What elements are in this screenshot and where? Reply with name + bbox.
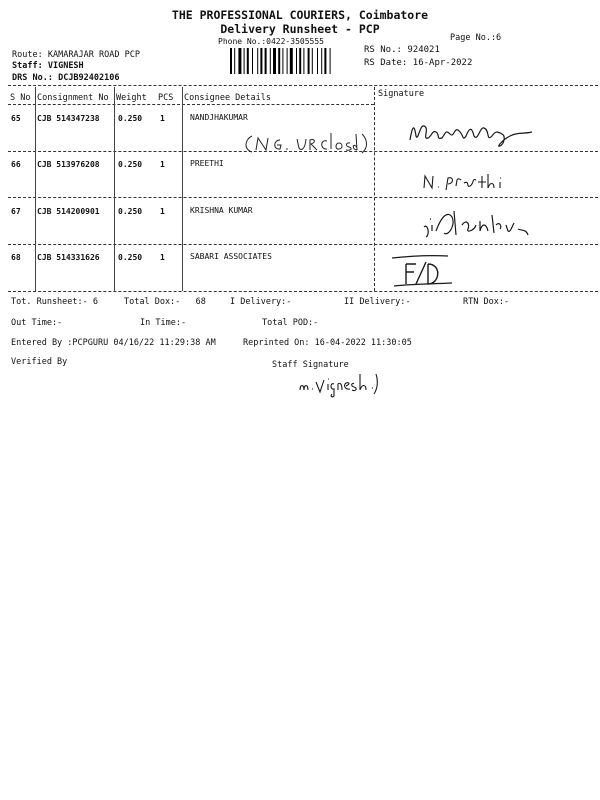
tot-runsheet: Tot. Runsheet:- 6 [11, 297, 98, 307]
col-signature-header: Signature [378, 89, 425, 99]
barcode-bar [257, 48, 258, 74]
row-sno: 65 [11, 114, 21, 123]
rs-date-value: 16-Apr-2022 [412, 58, 473, 68]
rs-number-value: 924021 [407, 45, 440, 55]
barcode-bar [270, 48, 271, 74]
route-value: KAMARAJAR ROAD PCP [47, 50, 140, 60]
barcode-bar [303, 48, 304, 74]
row-consignment: CJB 514331626 [37, 253, 100, 262]
barcode-bar [312, 48, 313, 74]
rs-number [364, 45, 440, 55]
col-pcs-header: PCS [158, 93, 174, 103]
table-header-divider [8, 104, 374, 105]
signature-image [386, 250, 456, 290]
row-consignee: KRISHNA KUMAR [190, 206, 253, 215]
rs-date [364, 58, 472, 68]
row-consignee: SABARI ASSOCIATES [190, 252, 272, 261]
barcode-bar [321, 48, 322, 74]
ii-delivery: II Delivery:- [344, 297, 411, 307]
staff-signature-image [296, 370, 392, 398]
route [12, 50, 140, 60]
row-pcs: 1 [160, 207, 165, 216]
row-divider [8, 244, 598, 245]
entered-by: Entered By :PCPGURU 04/16/22 11:29:38 AM [11, 338, 216, 348]
column-divider [35, 87, 36, 291]
signature-image [420, 170, 530, 192]
total-dox-value: 68 [195, 297, 206, 307]
column-divider [114, 87, 115, 291]
out-time: Out Time:- [11, 318, 63, 328]
barcode-bar [299, 48, 301, 74]
drs-number [12, 73, 120, 83]
barcode-bar [265, 48, 267, 74]
row-pcs: 1 [160, 160, 165, 169]
barcode-bar [330, 48, 331, 74]
row-weight: 0.250 [118, 207, 143, 216]
row-consignment: CJB 514200901 [37, 207, 100, 216]
rtn-dox: RTN Dox:- [463, 297, 510, 307]
barcode-bar [230, 48, 232, 74]
table-bottom-border [8, 291, 598, 292]
verified-by: Verified By [11, 357, 68, 367]
barcode-image [230, 48, 345, 74]
barcode-bar [260, 48, 262, 74]
handwritten-note [240, 130, 370, 156]
row-sno: 66 [11, 160, 21, 169]
i-delivery: I Delivery:- [230, 297, 292, 307]
barcode-bar [308, 48, 310, 74]
col-consignee-header: Consignee Details [184, 93, 271, 103]
staff-label: Staff: [12, 61, 43, 71]
row-sno: 67 [11, 207, 21, 216]
staff [12, 61, 84, 71]
total-dox [124, 297, 206, 307]
barcode-bar [317, 48, 318, 74]
reprinted-on: Reprinted On: 16-04-2022 11:30:05 [243, 338, 412, 348]
drs-label: DRS No.: [12, 73, 53, 83]
col-consignment-header: Consignment No [37, 93, 109, 103]
barcode-bar [278, 48, 280, 74]
rs-number-label: RS No.: [364, 45, 402, 55]
staff-value: VIGNESH [47, 61, 84, 71]
row-pcs: 1 [160, 114, 165, 123]
barcode-bar [273, 48, 276, 74]
barcode-bar [234, 48, 235, 74]
row-weight: 0.250 [118, 160, 143, 169]
barcode-bar [287, 48, 288, 74]
row-consignee: PREETHI [190, 159, 224, 168]
col-sno-header: S No [10, 93, 31, 103]
row-sno: 68 [11, 253, 21, 262]
barcode-bar [282, 48, 283, 74]
barcode-bar [247, 48, 249, 74]
drs-value: DCJB92402106 [58, 73, 120, 83]
row-divider [8, 197, 598, 198]
route-label: Route: [12, 50, 43, 60]
rs-date-label: RS Date: [364, 58, 408, 68]
row-weight: 0.250 [118, 114, 143, 123]
signature-image [406, 118, 536, 150]
barcode-bar [252, 48, 253, 74]
row-pcs: 1 [160, 253, 165, 262]
col-weight-header: Weight [116, 93, 147, 103]
barcode-bar [296, 48, 297, 74]
page-number: Page No.:6 [450, 33, 502, 43]
signature-column-divider [374, 87, 375, 291]
barcode-bar [290, 48, 293, 74]
staff-signature-label: Staff Signature [272, 360, 349, 370]
phone-number: Phone No.:0422-3505555 [218, 37, 324, 46]
signature-image [418, 205, 538, 243]
total-pod: Total POD:- [262, 318, 319, 328]
company-title: THE PROFESSIONAL COURIERS, Coimbatore [171, 8, 429, 22]
row-consignment: CJB 513976208 [37, 160, 100, 169]
barcode-bar [244, 48, 245, 74]
table-top-border [8, 85, 598, 86]
column-divider [182, 87, 183, 291]
total-dox-label: Total Dox:- [124, 297, 181, 307]
document-title: Delivery Runsheet - PCP [220, 22, 380, 36]
in-time: In Time:- [140, 318, 187, 328]
row-weight: 0.250 [118, 253, 143, 262]
row-consignment: CJB 514347238 [37, 114, 100, 123]
row-consignee: NANDJHAKUMAR [190, 113, 248, 122]
barcode-bar [238, 48, 241, 74]
barcode-bar [324, 48, 326, 74]
